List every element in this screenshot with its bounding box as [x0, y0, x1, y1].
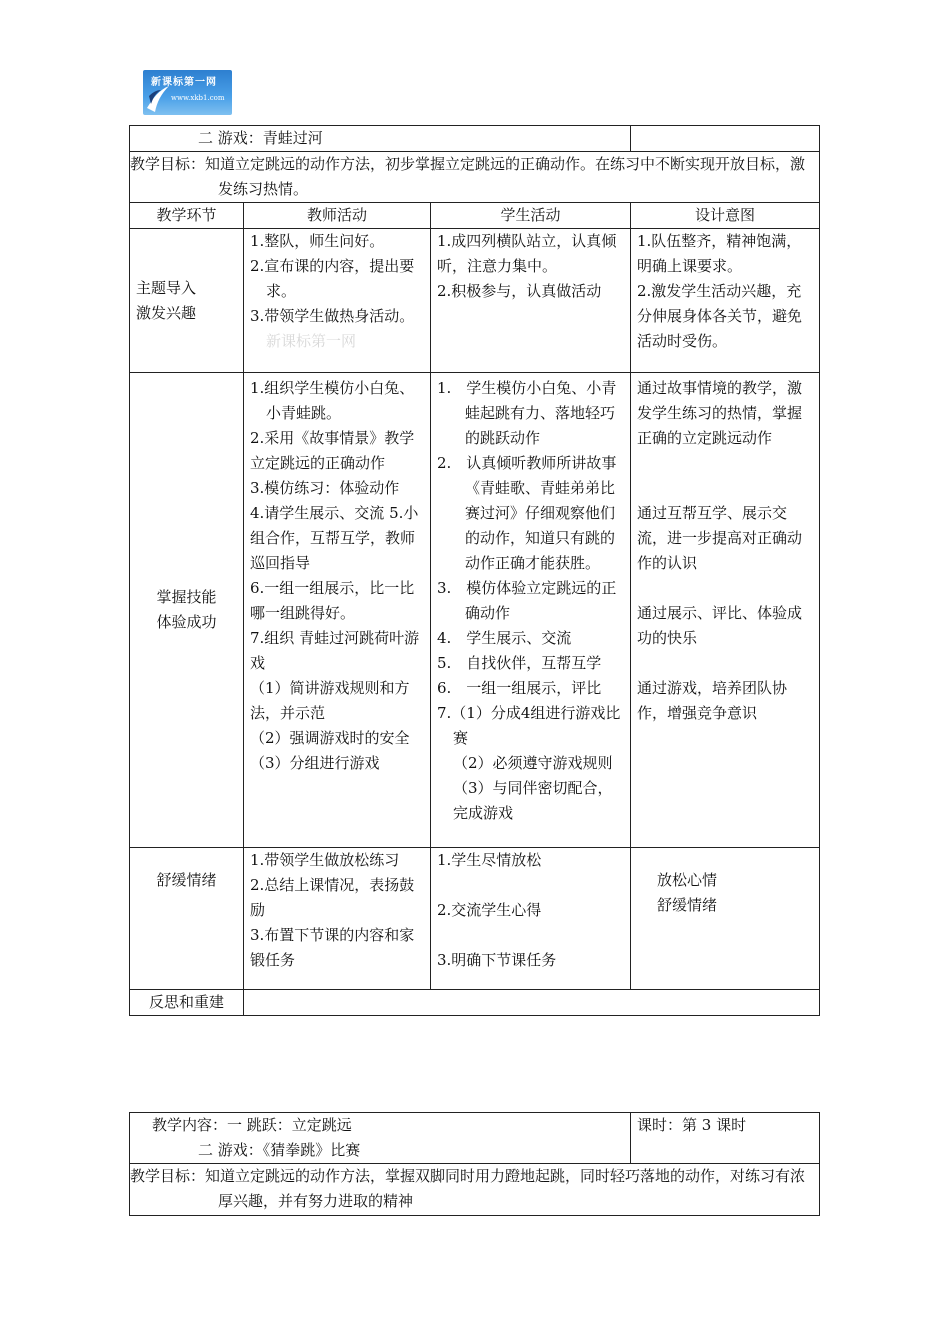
teacher-skills-1: 1.组织学生模仿小白兔、小青蛙跳。 — [250, 379, 415, 422]
intent-intro — [631, 229, 820, 373]
intent-skills-2: 通过互帮互学、展示交流，进一步提高对正确动作的认识 — [637, 504, 803, 572]
student-skills-5: 5. 自找伙伴，互帮互学 — [437, 654, 602, 672]
student-relax — [431, 848, 631, 990]
intent-skills — [631, 373, 820, 848]
teacher-skills — [244, 373, 431, 848]
student-skills — [431, 373, 631, 848]
stage-intro — [130, 229, 244, 373]
header-student: 学生活动 — [431, 203, 631, 229]
teacher-relax — [244, 848, 431, 990]
teacher-relax-3: 3.布置下节课的内容和家锻任务 — [250, 926, 415, 969]
header-intent: 设计意图 — [631, 203, 820, 229]
student-relax-3: 3.明确下节课任务 — [437, 951, 557, 969]
header-stage: 教学环节 — [130, 203, 244, 229]
student-skills-6: 6. 一组一组展示，评比 — [437, 679, 602, 697]
content-line2: 二 游戏：《猜拳跳》比赛 — [198, 1141, 361, 1159]
header-teacher: 教师活动 — [244, 203, 431, 229]
student-skills-2: 2. 认真倾听教师所讲故事《青蛙歌、青蛙弟弟比赛过河》仔细观察他们的动作，知道只有跳的动作正确才能获胜。 — [437, 454, 617, 572]
teacher-intro-2: 2.宣布课的内容，提出要求。 — [250, 257, 415, 300]
teacher-skills-9: （3）分组进行游戏 — [250, 754, 380, 772]
student-skills-8: （2）必须遵守游戏规则 — [453, 754, 613, 772]
intent-intro-1: 1.队伍整齐，精神饱满，明确上课要求。 — [637, 232, 802, 275]
student-skills-3: 3. 模仿体验立定跳远的正确动作 — [437, 579, 617, 622]
stage-skills — [130, 373, 244, 848]
site-logo — [143, 70, 232, 115]
intent-skills-4: 通过游戏，培养团队协作，增强竞争意识 — [637, 679, 788, 722]
intent-relax-1: 放松心情 — [657, 871, 718, 889]
logo-text: 新课标第一网 — [151, 77, 217, 88]
teacher-skills-6: 7.组织 青蛙过河跳荷叶游戏 — [250, 629, 420, 672]
student-skills-4: 4. 学生展示、交流 — [437, 629, 572, 647]
stage-reflection: 反思和重建 — [130, 990, 244, 1016]
watermark: 新课标第一网 — [266, 332, 357, 350]
topic-line: 二 游戏：青蛙过河 — [130, 126, 631, 152]
student-intro-2: 2.积极参与，认真做活动 — [437, 282, 602, 300]
lesson-table-2 — [129, 1112, 820, 1216]
teacher-skills-4: 4.请学生展示、交流 5.小组合作，互帮互学，教师巡回指导 — [250, 504, 419, 572]
stage-relax: 舒缓情绪 — [130, 848, 244, 990]
teacher-intro-1: 1.整队，师生问好。 — [250, 232, 385, 250]
student-skills-9: （3）与同伴密切配合，完成游戏 — [453, 779, 613, 822]
teacher-skills-7: （1）简讲游戏规则和方法，并示范 — [250, 679, 410, 722]
period-cell: 课时：第 3 课时 — [631, 1113, 820, 1164]
lesson-table-1 — [129, 125, 820, 1016]
stage-skills-line2: 体验成功 — [156, 613, 217, 631]
reflection-cell — [244, 990, 820, 1016]
teacher-relax-1: 1.带领学生做放松练习 — [250, 851, 400, 869]
stage-intro-line1: 主题导入 — [136, 278, 197, 297]
objective-2: 教学目标：知道立定跳远的动作方法，掌握双脚同时用力蹬地起跳，同时轻巧落地的动作，对练习有浓厚兴趣，并有努力进取的精神 — [130, 1164, 820, 1216]
student-skills-7: 7.（1）分成4组进行游戏比赛 — [437, 704, 621, 747]
student-intro — [431, 229, 631, 373]
teacher-skills-2: 2.采用《故事情景》教学立定跳远的正确动作 — [250, 429, 415, 472]
student-skills-1: 1. 学生模仿小白兔、小青蛙起跳有力、落地轻巧的跳跃动作 — [437, 379, 617, 447]
intent-skills-1: 通过故事情境的教学，激发学生练习的热情，掌握正确的立定跳远动作 — [637, 379, 803, 447]
student-relax-1: 1.学生尽情放松 — [437, 851, 542, 869]
content-line1: 教学内容：一 跳跃：立定跳远 — [152, 1116, 352, 1134]
stage-intro-line2: 激发兴趣 — [136, 303, 197, 322]
teacher-skills-3: 3.模仿练习：体验动作 — [250, 479, 400, 497]
intent-skills-3: 通过展示、评比、体验成功的快乐 — [637, 604, 803, 647]
content-cell — [130, 1113, 631, 1164]
objective: 教学目标：知道立定跳远的动作方法，初步掌握立定跳远的正确动作。在练习中不断实现开放目标，激发练习热情。 — [130, 152, 820, 203]
student-relax-2: 2.交流学生心得 — [437, 901, 542, 919]
teacher-skills-5: 6.一组一组展示，比一比哪一组跳得好。 — [250, 579, 415, 622]
intent-relax-2: 舒缓情绪 — [657, 896, 718, 914]
logo-url: www.xkb1.com — [171, 94, 225, 102]
teacher-relax-2: 2.总结上课情况，表扬鼓励 — [250, 876, 415, 919]
empty-cell — [631, 126, 820, 152]
teacher-intro-3: 3.带领学生做热身活动。新课标第一网 — [250, 307, 415, 350]
teacher-intro — [244, 229, 431, 373]
intent-relax — [631, 848, 820, 990]
stage-skills-line1: 掌握技能 — [156, 588, 217, 606]
teacher-skills-8: （2）强调游戏时的安全 — [250, 729, 410, 747]
intent-intro-2: 2.激发学生活动兴趣，充分伸展身体各关节，避免活动时受伤。 — [637, 282, 803, 350]
student-intro-1: 1.成四列横队站立，认真倾听，注意力集中。 — [437, 232, 617, 275]
